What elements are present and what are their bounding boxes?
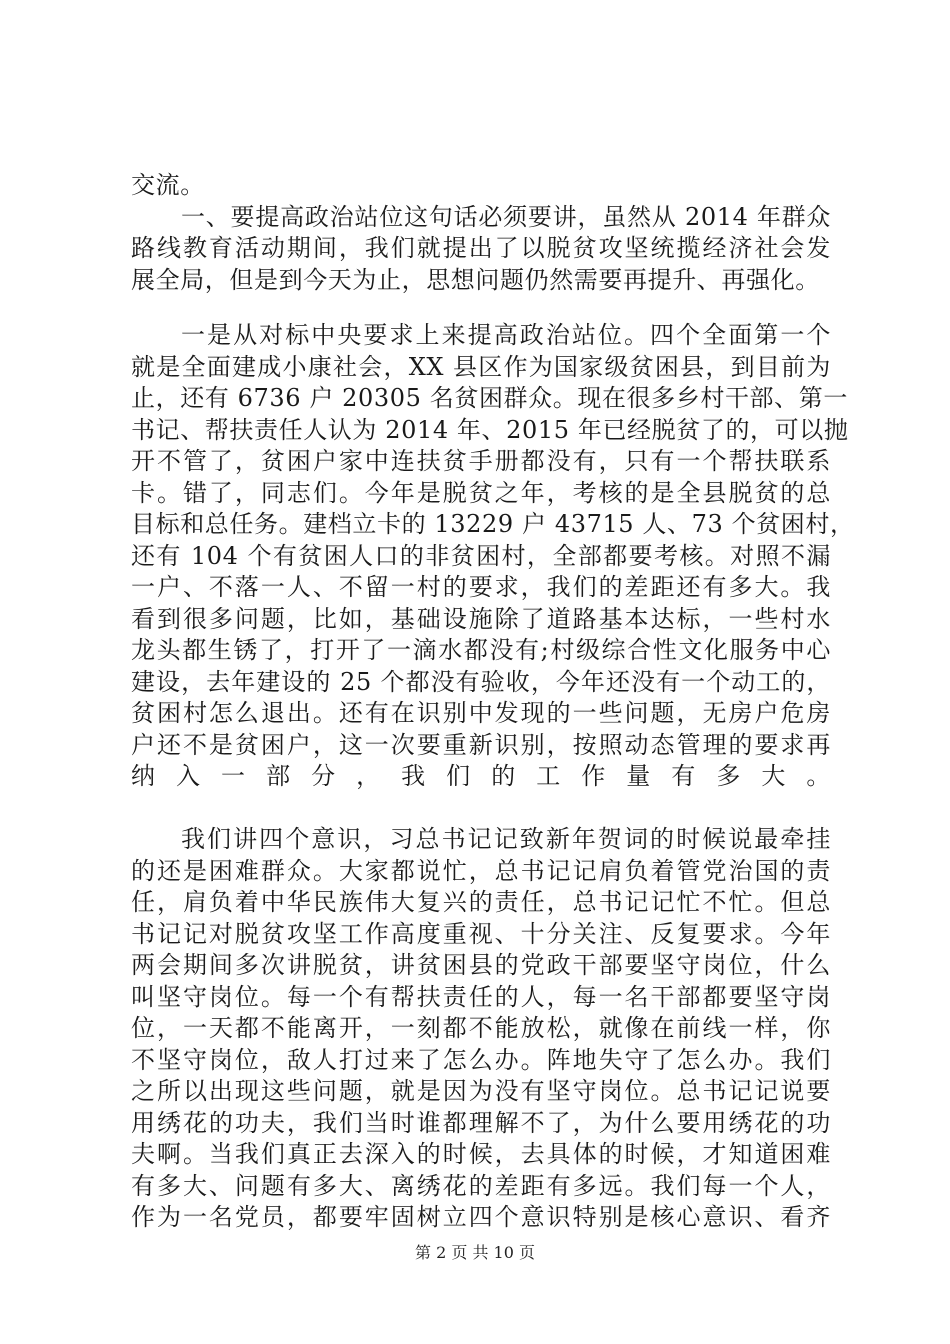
text-line: 夫啊。当我们真正去深入的时候，去具体的时候，才知道困难 [131,1140,831,1168]
text-line: 止，还有 6736 户 20305 名贫困群众。现在很多乡村干部、第一 [131,384,848,412]
text-line: 用绣花的功夫，我们当时谁都理解不了，为什么要用绣花的功 [131,1108,831,1137]
text-line: 贫困村怎么退出。还有在识别中发现的一些问题，无房户危房 [131,699,831,727]
document-body [131,170,855,1234]
text-line: 还有 104 个有贫困人口的非贫困村，全部都要考核。对照不漏 [131,541,831,570]
text-line: 作为一名党员，都要牢固树立四个意识特别是核心意识、看齐 [131,1203,831,1231]
text-line: 书记、帮扶责任人认为 2014 年、2015 年已经脱贫了的，可以抛 [131,415,849,444]
text-line: 位，一天都不能离开，一刻都不能放松，就像在前线一样，你 [131,1014,831,1042]
text-line: 的还是困难群众。大家都说忙，总书记记肩负着管党治国的责 [131,856,831,885]
text-line: 两会期间多次讲脱贫，讲贫困县的党政干部要坚守岗位，什么 [131,951,831,979]
text-line: 不坚守岗位，敌人打过来了怎么办。阵地失守了怎么办。我们 [131,1045,831,1074]
text-line: 一、要提高政治站位这句话必须要讲，虽然从 2014 年群众 [181,202,831,231]
text-line: 纳入一部分，我们的工作量有多大。 [131,762,831,790]
text-line: 户还不是贫困户，这一次要重新识别，按照动态管理的要求再 [131,730,831,759]
text-line: 目标和总任务。建档立卡的 13229 户 43715 人、73 个贫困村， [131,510,855,538]
text-line [131,793,831,825]
text-line: 龙头都生锈了，打开了一滴水都没有;村级综合性文化服务中心 [131,636,831,664]
text-line: 展全局，但是到今天为止，思想问题仍然需要再提升、再强化。 [131,265,820,294]
text-line: 书记记对脱贫攻坚工作高度重视、十分关注、反复要求。今年 [131,919,831,948]
text-line: 一户、不落一人、不留一村的要求，我们的差距还有多大。我 [131,573,831,601]
text-line: 叫坚守岗位。每一个有帮扶责任的人，每一名干部都要坚守岗 [131,982,831,1011]
paragraph [131,170,831,202]
paragraph-spacer [131,296,831,320]
text-line: 看到很多问题，比如，基础设施除了道路基本达标，一些村水 [131,604,831,633]
paragraph [131,202,831,297]
text-line: 任，肩负着中华民族伟大复兴的责任，总书记记忙不忙。但总 [131,888,831,916]
text-line: 卡。错了，同志们。今年是脱贫之年，考核的是全县脱贫的总 [131,478,831,507]
text-line: 我们讲四个意识，习总书记记致新年贺词的时候说最牵挂 [181,825,831,853]
paragraph [131,320,855,824]
page-number-footer: 第 2 页 共 10 页 [415,1243,535,1262]
text-line: 有多大、问题有多大、离绣花的差距有多远。我们每一个人， [131,1171,831,1200]
text-line: 开不管了，贫困户家中连扶贫手册都没有，只有一个帮扶联系 [131,447,831,475]
text-line: 路线教育活动期间，我们就提出了以脱贫攻坚统揽经济社会发 [131,234,831,262]
text-line: 交流。 [131,171,205,199]
text-line: 建设，去年建设的 25 个都没有验收，今年还没有一个动工的， [131,667,831,696]
text-line: 一是从对标中央要求上来提高政治站位。四个全面第一个 [181,321,831,349]
paragraph [131,824,831,1234]
text-line: 之所以出现这些问题，就是因为没有坚守岗位。总书记记说要 [131,1077,831,1105]
text-line: 就是全面建成小康社会，XX 县区作为国家级贫困县，到目前为 [131,352,831,381]
